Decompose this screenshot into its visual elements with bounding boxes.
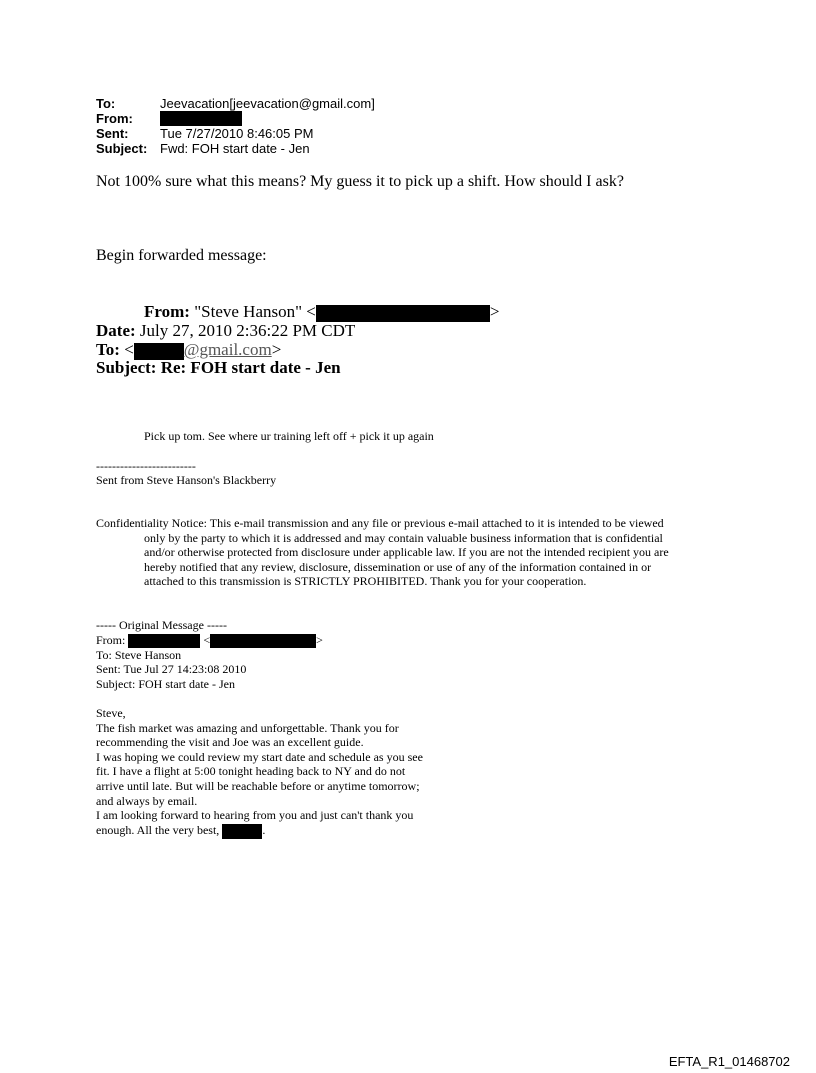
forwarded-to-close: > bbox=[271, 340, 282, 359]
forwarded-subject-value: Re: FOH start date - Jen bbox=[160, 358, 341, 377]
redaction-box bbox=[210, 634, 316, 648]
header-subject-value: Fwd: FOH start date - Jen bbox=[160, 141, 310, 156]
redaction-box bbox=[128, 634, 200, 648]
message-line: The fish market was amazing and unforgettable. Thank you for bbox=[96, 720, 399, 735]
message-line: I was hoping we could review my start date and schedule as you see bbox=[96, 749, 423, 764]
forwarded-subject-line bbox=[96, 358, 341, 377]
original-subject: Subject: FOH start date - Jen bbox=[96, 677, 235, 692]
forwarded-from-line bbox=[144, 302, 499, 322]
forwarded-to-open: < bbox=[124, 340, 134, 359]
confidentiality-text: Confidentiality Notice: This e-mail transmission and any file or previous e-mail attached to it is intended to be viewed only by the party to which it is addressed and may contain valuable business information that is confidential and/or otherwise protected from disclosure under applicable law. If you are not the intended recipient you are hereby notified that any review, disclosure, dissemination or use of any of the information contained in or attached to this transmission is STRICTLY PROHIBITED. Thank you for your cooperation. bbox=[96, 516, 669, 588]
forwarded-date-value: July 27, 2010 2:36:22 PM CDT bbox=[139, 321, 356, 340]
header-to-value: Jeevacation[jeevacation@gmail.com] bbox=[160, 96, 375, 111]
original-to: To: Steve Hanson bbox=[96, 647, 182, 662]
header-subject-label: Subject: bbox=[96, 141, 148, 156]
forwarded-from-close: > bbox=[489, 302, 500, 321]
forwarded-subject-label: Subject: bbox=[96, 358, 157, 377]
confidentiality-notice bbox=[96, 516, 686, 589]
forwarded-from-name: "Steve Hanson" < bbox=[194, 302, 316, 321]
original-message-body bbox=[96, 706, 456, 839]
forwarded-from-label: From: bbox=[144, 302, 190, 321]
original-from-open: < bbox=[203, 632, 211, 647]
header-sent-label: Sent: bbox=[96, 126, 129, 141]
bates-number: EFTA_R1_01468702 bbox=[668, 1054, 790, 1069]
forwarded-date-label: Date: bbox=[96, 321, 136, 340]
header-from-label: From: bbox=[96, 111, 133, 126]
forwarded-to-domain[interactable]: @gmail.com bbox=[183, 340, 272, 359]
message-line: and always by email. bbox=[96, 793, 198, 808]
header-sent-value: Tue 7/27/2010 8:46:05 PM bbox=[160, 126, 314, 141]
header-subject-row bbox=[96, 141, 375, 156]
original-from-close: > bbox=[316, 632, 323, 647]
message-line: fit. I have a flight at 5:00 tonight heading back to NY and do not bbox=[96, 764, 406, 779]
intro-text: Not 100% sure what this means? My guess it to pick up a shift. How should I ask? bbox=[96, 173, 624, 190]
message-greeting: Steve, bbox=[96, 706, 126, 720]
original-from-line bbox=[96, 633, 323, 648]
redaction-box bbox=[160, 111, 242, 126]
header-sent-row bbox=[96, 126, 375, 141]
signature-text: Sent from Steve Hanson's Blackberry bbox=[96, 473, 277, 487]
forwarded-to-line bbox=[96, 340, 281, 360]
message-closing-line bbox=[96, 823, 456, 839]
redaction-box bbox=[222, 824, 262, 839]
header-from-row bbox=[96, 111, 375, 126]
reply-body: Pick up tom. See where ur training left off + pick it up again bbox=[144, 429, 434, 443]
message-closing: enough. All the very best, bbox=[96, 822, 220, 837]
message-line: recommending the visit and Joe was an excellent guide. bbox=[96, 735, 364, 750]
original-heading: ----- Original Message ----- bbox=[96, 618, 227, 632]
signature-separator: ------------------------- bbox=[96, 459, 196, 473]
original-from-label: From: bbox=[96, 632, 126, 647]
original-sent: Sent: Tue Jul 27 14:23:08 2010 bbox=[96, 662, 247, 677]
header-to-row bbox=[96, 96, 375, 111]
redaction-box bbox=[316, 305, 490, 322]
message-line: arrive until late. But will be reachable before or anytime tomorrow; bbox=[96, 778, 420, 793]
message-line: I am looking forward to hearing from you and just can't thank you bbox=[96, 808, 414, 823]
header-to-label: To: bbox=[96, 96, 116, 111]
forwarded-date-line bbox=[96, 321, 355, 340]
email-header bbox=[96, 96, 375, 156]
message-closing-end: . bbox=[262, 822, 266, 837]
begin-forwarded-text: Begin forwarded message: bbox=[96, 247, 267, 264]
original-message-header bbox=[96, 618, 323, 692]
forwarded-to-label: To: bbox=[96, 340, 120, 359]
